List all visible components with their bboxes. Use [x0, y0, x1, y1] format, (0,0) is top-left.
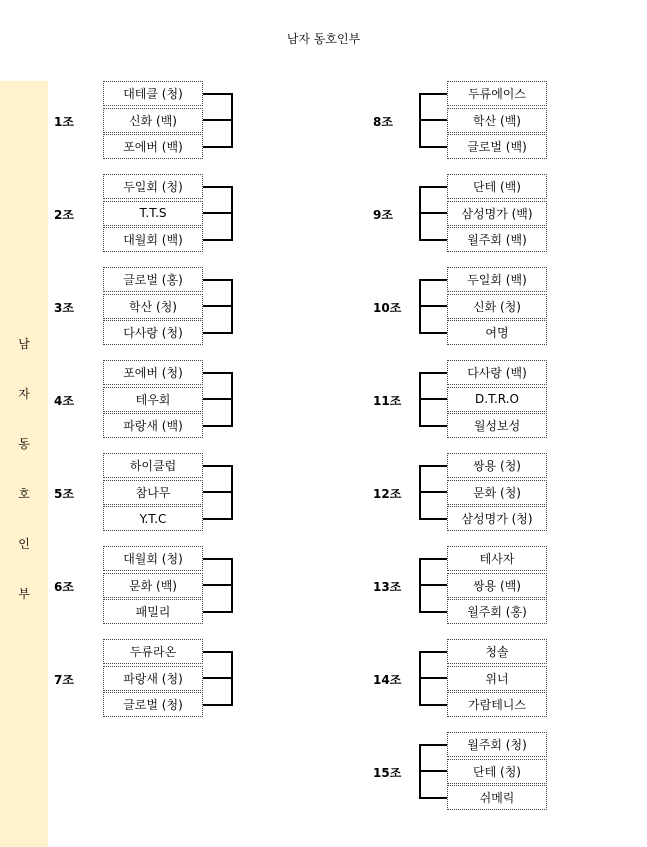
bracket-tick	[203, 398, 233, 400]
group-label: 1조	[54, 115, 74, 129]
team-cell: 단테 (청)	[447, 759, 547, 784]
team-cell: 삼성명가 (청)	[447, 506, 547, 531]
page-title: 남자 동호인부	[286, 32, 361, 46]
bracket-tick	[419, 305, 447, 307]
team-cell: 쌍용 (백)	[447, 573, 547, 598]
team-cell: 신화 (백)	[103, 108, 203, 133]
team-cell: 두일회 (백)	[447, 267, 547, 292]
team-cell: 글로벌 (홍)	[103, 267, 203, 292]
sidebar-category-label	[0, 81, 48, 847]
team-cell: 문화 (청)	[447, 480, 547, 505]
sidebar-char: 자	[18, 387, 30, 401]
bracket-tick	[419, 212, 447, 214]
group-label: 3조	[54, 301, 74, 315]
group-label: 13조	[373, 580, 402, 594]
team-cell: 참나무	[103, 480, 203, 505]
bracket-tick	[203, 584, 233, 586]
group-label: 4조	[54, 394, 74, 408]
team-cell: 월주회 (청)	[447, 732, 547, 757]
team-cell: 삼성명가 (백)	[447, 201, 547, 226]
team-cell: 단테 (백)	[447, 174, 547, 199]
team-cell: 두류에이스	[447, 81, 547, 106]
team-cell: 두일회 (청)	[103, 174, 203, 199]
team-cell: 파랑새 (백)	[103, 413, 203, 438]
team-cell: 두류라온	[103, 639, 203, 664]
team-cell: 월주회 (백)	[447, 227, 547, 252]
sidebar-char: 인	[18, 537, 30, 551]
bracket-tick	[419, 770, 447, 772]
team-cell: 파랑새 (청)	[103, 666, 203, 691]
team-cell: 대월회 (청)	[103, 546, 203, 571]
team-cell: 테우회	[103, 387, 203, 412]
team-cell: 패밀리	[103, 599, 203, 624]
team-cell: T.T.S	[103, 201, 203, 226]
bracket-tick	[419, 491, 447, 493]
bracket-tick	[419, 119, 447, 121]
group-label: 11조	[373, 394, 402, 408]
team-cell: 위너	[447, 666, 547, 691]
team-cell: 쉬메릭	[447, 785, 547, 810]
team-cell: 포에버 (청)	[103, 360, 203, 385]
team-cell: 쌍용 (청)	[447, 453, 547, 478]
team-cell: 글로벌 (백)	[447, 134, 547, 159]
team-cell: 여명	[447, 320, 547, 345]
team-cell: 하이클럽	[103, 453, 203, 478]
group-label: 8조	[373, 115, 393, 129]
group-label: 5조	[54, 487, 74, 501]
team-cell: 월성보성	[447, 413, 547, 438]
team-cell: 대월회 (백)	[103, 227, 203, 252]
bracket-tick	[203, 491, 233, 493]
bracket-tick	[203, 305, 233, 307]
team-cell: 신화 (청)	[447, 294, 547, 319]
bracket-tick	[203, 212, 233, 214]
group-label: 14조	[373, 673, 402, 687]
group-label: 7조	[54, 673, 74, 687]
group-label: 9조	[373, 208, 393, 222]
team-cell: 다사랑 (백)	[447, 360, 547, 385]
bracket-tick	[419, 584, 447, 586]
bracket-tick	[203, 677, 233, 679]
team-cell: 문화 (백)	[103, 573, 203, 598]
bracket-tick	[203, 119, 233, 121]
team-cell: 다사랑 (청)	[103, 320, 203, 345]
sidebar-char: 동	[18, 437, 30, 451]
team-cell: 테사자	[447, 546, 547, 571]
team-cell: 대테클 (청)	[103, 81, 203, 106]
team-cell: 글로벌 (청)	[103, 692, 203, 717]
team-cell: D.T.R.O	[447, 387, 547, 412]
team-cell: 포에버 (백)	[103, 134, 203, 159]
team-cell: 학산 (백)	[447, 108, 547, 133]
team-cell: 청솔	[447, 639, 547, 664]
team-cell: 월주회 (홍)	[447, 599, 547, 624]
sidebar-char: 호	[18, 487, 30, 501]
group-label: 10조	[373, 301, 402, 315]
group-label: 2조	[54, 208, 74, 222]
bracket-tick	[419, 677, 447, 679]
group-label: 6조	[54, 580, 74, 594]
team-cell: Y.T.C	[103, 506, 203, 531]
group-label: 15조	[373, 766, 402, 780]
team-cell: 가람테니스	[447, 692, 547, 717]
sidebar-char: 남	[18, 337, 30, 351]
sidebar-char: 부	[18, 587, 30, 601]
group-label: 12조	[373, 487, 402, 501]
team-cell: 학산 (청)	[103, 294, 203, 319]
bracket-tick	[419, 398, 447, 400]
